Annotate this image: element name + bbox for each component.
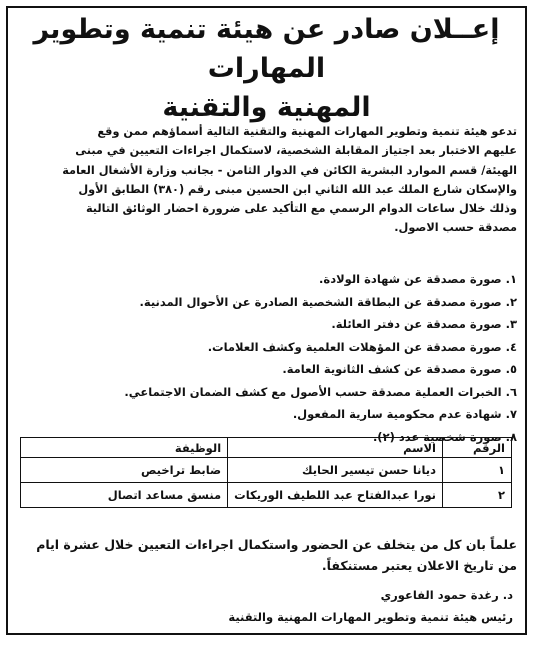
header-number: الرقم (443, 438, 512, 458)
cell-number: ١ (443, 458, 512, 483)
list-item: ٥. صورة مصدقة عن كشف الثانوية العامة. (282, 362, 517, 376)
list-item: ٦. الخبرات العملية مصدقة حسب الأصول مع كشف الضمان الاجتماعي. (124, 384, 517, 399)
header-job: الوظيفة (21, 438, 228, 458)
intro-paragraph (14, 122, 517, 238)
list-item: ٤. صورة مصدقة عن المؤهلات العلمية وكشف العلامات. (207, 339, 517, 354)
list-item: ٨. صورة شخصية عدد (٢). (372, 429, 517, 444)
header-name: الاسم (228, 438, 443, 458)
intro-line: تدعو هيئة تنمية وتطوير المهارات المهنية والتقنية التالية أسماؤهم ممن وقع (97, 125, 517, 138)
announcement-frame (6, 6, 527, 635)
title-line-2: المهنية والتقنية (162, 92, 371, 123)
cell-job: منسق مساعد اتصال (21, 483, 228, 508)
candidates-table (20, 437, 512, 508)
table-row (21, 483, 512, 508)
intro-line: وذلك خلال ساعات الدوام الرسمي مع التأكيد على ضرورة احضار الوثائق التالية (85, 202, 517, 216)
intro-line: عليهم الاختبار بعد اجتياز المقابلة الشخصية، لاستكمال اجراءات التعيين في مبنى (75, 144, 517, 158)
intro-line: والإسكان شارع الملك عبد الله الثاني ابن الحسين مبنى رقم (٣٨٠) الطابق الأول (78, 182, 517, 196)
cell-job: ضابط تراخيص (21, 458, 228, 483)
cell-number: ٢ (443, 483, 512, 508)
title-line-1: إعــلان صادر عن هيئة تنمية وتطوير المهارات (33, 14, 500, 84)
cell-name: نورا عبدالفتاح عبد اللطيف الوريكات (228, 483, 443, 508)
cell-name: ديانا حسن تيسير الحايك (228, 458, 443, 483)
signatory-position: رئيس هيئة تنمية وتطوير المهارات المهنية والتقنية (228, 610, 513, 624)
intro-line: مصدقة حسب الاصول. (394, 221, 517, 235)
table-row (21, 458, 512, 483)
list-item: ١. صورة مصدقة عن شهادة الولادة. (319, 272, 517, 286)
required-documents-list (14, 268, 517, 448)
list-item: ٧. شهادة عدم محكومية سارية المفعول. (292, 407, 517, 421)
table-header-row (21, 438, 512, 458)
intro-line: الهيئة/ قسم الموارد البشرية الكائن في الدوار الثامن - بجانب وزارة الأشغال العامة (62, 163, 517, 177)
signatory-name: د. رغدة حمود الفاعوري (380, 588, 513, 602)
closing-note (14, 534, 517, 576)
closing-line: علماً بان كل من يتخلف عن الحضور واستكمال اجراءات التعيين خلال عشرة ايام (36, 537, 517, 552)
closing-line: من تاريخ الاعلان يعتبر مستنكفاً. (321, 558, 517, 573)
signature-block (228, 584, 513, 628)
list-item: ٢. صورة مصدقة عن البطاقة الشخصية الصادرة عن الأحوال المدنية. (139, 294, 517, 309)
announcement-title (16, 10, 517, 127)
list-item: ٣. صورة مصدقة عن دفتر العائلة. (331, 317, 517, 331)
